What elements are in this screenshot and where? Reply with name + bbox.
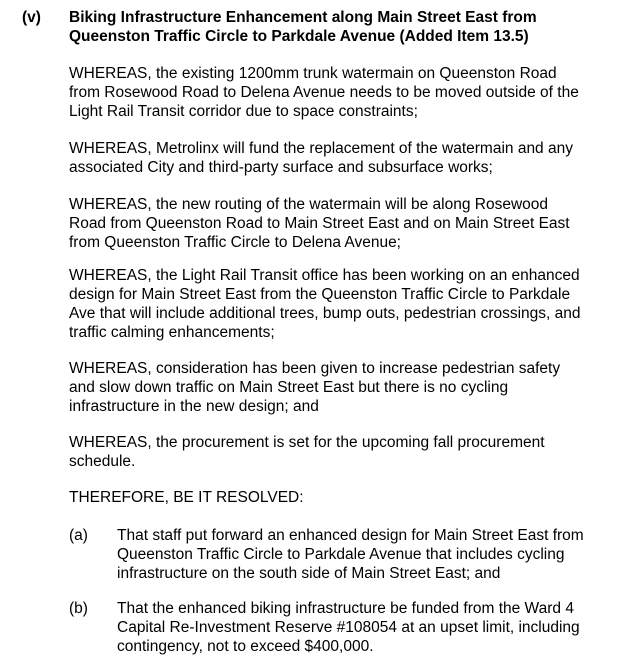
clause-text — [117, 526, 612, 583]
clause-line: Queenston Traffic Circle to Parkdale Avenue that includes cycling — [117, 546, 565, 563]
item-number: (v) — [22, 9, 41, 26]
paragraph-line: from Queenston Traffic Circle to Delena Avenue; — [69, 234, 401, 251]
clause-line: That staff put forward an enhanced design for Main Street East from — [117, 527, 584, 544]
paragraph-line: traffic calming enhancements; — [69, 324, 275, 341]
paragraph-line: from Rosewood Road to Delena Avenue needs to be moved outside of the — [69, 84, 579, 101]
whereas-paragraph — [69, 195, 609, 252]
clause-line: That the enhanced biking infrastructure be funded from the Ward 4 — [117, 600, 574, 617]
whereas-paragraph — [69, 139, 609, 177]
paragraph-line: Light Rail Transit corridor due to space constraints; — [69, 103, 418, 120]
paragraph-line: Road from Queenston Road to Main Street East and on Main Street East — [69, 215, 570, 232]
paragraph-line: WHEREAS, the Light Rail Transit office has been working on an enhanced — [69, 267, 580, 284]
item-title-line: Biking Infrastructure Enhancement along Main Street East from — [69, 9, 537, 26]
whereas-paragraph — [69, 433, 609, 471]
paragraph-line: WHEREAS, the new routing of the watermain will be along Rosewood — [69, 196, 549, 213]
paragraph-line: WHEREAS, the procurement is set for the upcoming fall procurement — [69, 434, 545, 451]
paragraph-line: associated City and third-party surface and subsurface works; — [69, 159, 493, 176]
paragraph-line: WHEREAS, the existing 1200mm trunk watermain on Queenston Road — [69, 65, 557, 82]
clause-line: infrastructure on the south side of Main Street East; and — [117, 565, 501, 582]
resolved-heading: THEREFORE, BE IT RESOLVED: — [69, 489, 304, 506]
paragraph-line: and slow down traffic on Main Street East but there is no cycling — [69, 379, 509, 396]
paragraph-line: WHEREAS, Metrolinx will fund the replacement of the watermain and any — [69, 140, 573, 157]
clause-label: (a) — [69, 527, 88, 544]
paragraph-line: schedule. — [69, 453, 136, 470]
paragraph-line: infrastructure in the new design; and — [69, 398, 319, 415]
paragraph-line: design for Main Street East from the Queenston Traffic Circle to Parkdale — [69, 286, 571, 303]
clause-line: contingency, not to exceed $400,000. — [117, 638, 374, 655]
whereas-paragraph — [69, 266, 609, 342]
paragraph-line: WHEREAS, consideration has been given to increase pedestrian safety — [69, 360, 561, 377]
clause-label: (b) — [69, 600, 88, 617]
item-title-line: Queenston Traffic Circle to Parkdale Avenue (Added Item 13.5) — [69, 28, 529, 45]
clause-line: Capital Re-Investment Reserve #108054 at an upset limit, including — [117, 619, 580, 636]
paragraph-line: Ave that will include additional trees, bump outs, pedestrian crossings, and — [69, 305, 581, 322]
item-title — [69, 8, 609, 46]
whereas-paragraph — [69, 64, 609, 121]
whereas-paragraph — [69, 359, 609, 416]
clause-text — [117, 599, 612, 656]
